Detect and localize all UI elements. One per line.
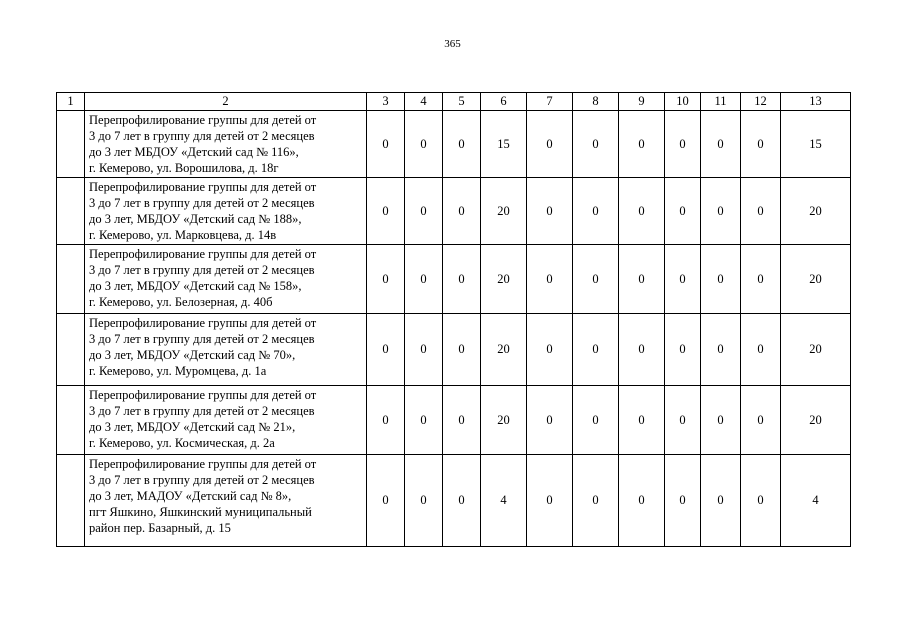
value-cell: 0 bbox=[665, 314, 701, 386]
table-row bbox=[57, 386, 851, 455]
value-cell: 0 bbox=[405, 245, 443, 314]
table-row bbox=[57, 314, 851, 386]
value-cell: 0 bbox=[573, 386, 619, 455]
value-cell: 0 bbox=[701, 455, 741, 547]
value-cell: 0 bbox=[701, 111, 741, 178]
value-cell: 0 bbox=[405, 455, 443, 547]
value-cell: 0 bbox=[443, 178, 481, 245]
value-cell: 0 bbox=[443, 111, 481, 178]
value-cell: 0 bbox=[573, 245, 619, 314]
value-cell: 0 bbox=[741, 245, 781, 314]
description-cell: Перепрофилирование группы для детей от 3 до 7 лет в группу для детей от 2 месяцев до 3 лет, МБДОУ «Детский сад № 188», г. Кемерово, ул. Марковцева, д. 14в bbox=[85, 178, 367, 245]
value-cell: 0 bbox=[405, 314, 443, 386]
value-cell: 0 bbox=[527, 455, 573, 547]
header-cell: 10 bbox=[665, 93, 701, 111]
table-row bbox=[57, 178, 851, 245]
value-cell: 0 bbox=[741, 455, 781, 547]
row-number-cell bbox=[57, 386, 85, 455]
value-cell: 0 bbox=[619, 314, 665, 386]
value-cell: 0 bbox=[619, 111, 665, 178]
value-cell: 0 bbox=[527, 178, 573, 245]
value-cell: 4 bbox=[781, 455, 851, 547]
value-cell: 0 bbox=[405, 111, 443, 178]
value-cell: 0 bbox=[367, 455, 405, 547]
row-number-cell bbox=[57, 111, 85, 178]
value-cell: 0 bbox=[405, 386, 443, 455]
header-cell: 7 bbox=[527, 93, 573, 111]
value-cell: 0 bbox=[367, 314, 405, 386]
value-cell: 20 bbox=[781, 386, 851, 455]
header-cell: 5 bbox=[443, 93, 481, 111]
value-cell: 0 bbox=[701, 245, 741, 314]
description-cell: Перепрофилирование группы для детей от 3 до 7 лет в группу для детей от 2 месяцев до 3 лет, МАДОУ «Детский сад № 8», пгт Яшкино, Яшкинский муниципальный район пер. Базарный, д. 15 bbox=[85, 455, 367, 547]
value-cell: 0 bbox=[527, 314, 573, 386]
value-cell: 0 bbox=[665, 178, 701, 245]
header-cell: 1 bbox=[57, 93, 85, 111]
table-row bbox=[57, 111, 851, 178]
header-cell: 9 bbox=[619, 93, 665, 111]
value-cell: 0 bbox=[405, 178, 443, 245]
value-cell: 0 bbox=[527, 386, 573, 455]
value-cell: 0 bbox=[619, 245, 665, 314]
header-cell: 4 bbox=[405, 93, 443, 111]
description-cell: Перепрофилирование группы для детей от 3 до 7 лет в группу для детей от 2 месяцев до 3 лет, МБДОУ «Детский сад № 21», г. Кемерово, ул. Космическая, д. 2а bbox=[85, 386, 367, 455]
value-cell: 0 bbox=[619, 178, 665, 245]
header-cell: 13 bbox=[781, 93, 851, 111]
value-cell: 0 bbox=[741, 314, 781, 386]
value-cell: 0 bbox=[665, 111, 701, 178]
value-cell: 0 bbox=[443, 245, 481, 314]
description-cell: Перепрофилирование группы для детей от 3 до 7 лет в группу для детей от 2 месяцев до 3 лет, МБДОУ «Детский сад № 70», г. Кемерово, ул. Муромцева, д. 1а bbox=[85, 314, 367, 386]
value-cell: 20 bbox=[781, 178, 851, 245]
description-cell: Перепрофилирование группы для детей от 3 до 7 лет в группу для детей от 2 месяцев до 3 лет, МБДОУ «Детский сад № 158», г. Кемерово, ул. Белозерная, д. 40б bbox=[85, 245, 367, 314]
value-cell: 0 bbox=[367, 178, 405, 245]
header-cell: 8 bbox=[573, 93, 619, 111]
value-cell: 0 bbox=[741, 178, 781, 245]
value-cell: 0 bbox=[367, 111, 405, 178]
value-cell: 0 bbox=[701, 314, 741, 386]
value-cell: 15 bbox=[481, 111, 527, 178]
value-cell: 20 bbox=[481, 314, 527, 386]
page-number: 365 bbox=[444, 38, 461, 50]
value-cell: 0 bbox=[619, 386, 665, 455]
description-cell: Перепрофилирование группы для детей от 3 до 7 лет в группу для детей от 2 месяцев до 3 лет МБДОУ «Детский сад № 116», г. Кемерово, ул. Ворошилова, д. 18г bbox=[85, 111, 367, 178]
value-cell: 0 bbox=[527, 245, 573, 314]
value-cell: 15 bbox=[781, 111, 851, 178]
value-cell: 0 bbox=[573, 455, 619, 547]
value-cell: 0 bbox=[701, 386, 741, 455]
row-number-cell bbox=[57, 245, 85, 314]
value-cell: 0 bbox=[741, 386, 781, 455]
header-cell: 2 bbox=[85, 93, 367, 111]
value-cell: 0 bbox=[527, 111, 573, 178]
value-cell: 0 bbox=[367, 245, 405, 314]
value-cell: 0 bbox=[573, 178, 619, 245]
value-cell: 0 bbox=[741, 111, 781, 178]
row-number-cell bbox=[57, 314, 85, 386]
value-cell: 0 bbox=[701, 178, 741, 245]
table-row bbox=[57, 455, 851, 547]
value-cell: 0 bbox=[443, 314, 481, 386]
header-cell: 3 bbox=[367, 93, 405, 111]
value-cell: 4 bbox=[481, 455, 527, 547]
row-number-cell bbox=[57, 178, 85, 245]
value-cell: 0 bbox=[573, 314, 619, 386]
table-body bbox=[57, 93, 851, 547]
header-cell: 6 bbox=[481, 93, 527, 111]
header-cell: 12 bbox=[741, 93, 781, 111]
value-cell: 0 bbox=[443, 455, 481, 547]
value-cell: 20 bbox=[781, 314, 851, 386]
value-cell: 0 bbox=[573, 111, 619, 178]
value-cell: 20 bbox=[481, 245, 527, 314]
value-cell: 0 bbox=[619, 455, 665, 547]
value-cell: 0 bbox=[665, 386, 701, 455]
data-table bbox=[56, 92, 851, 547]
value-cell: 0 bbox=[367, 386, 405, 455]
value-cell: 0 bbox=[665, 455, 701, 547]
table-row bbox=[57, 245, 851, 314]
header-cell: 11 bbox=[701, 93, 741, 111]
value-cell: 0 bbox=[443, 386, 481, 455]
value-cell: 0 bbox=[665, 245, 701, 314]
header-row bbox=[57, 93, 851, 111]
value-cell: 20 bbox=[481, 386, 527, 455]
value-cell: 20 bbox=[781, 245, 851, 314]
value-cell: 20 bbox=[481, 178, 527, 245]
row-number-cell bbox=[57, 455, 85, 547]
